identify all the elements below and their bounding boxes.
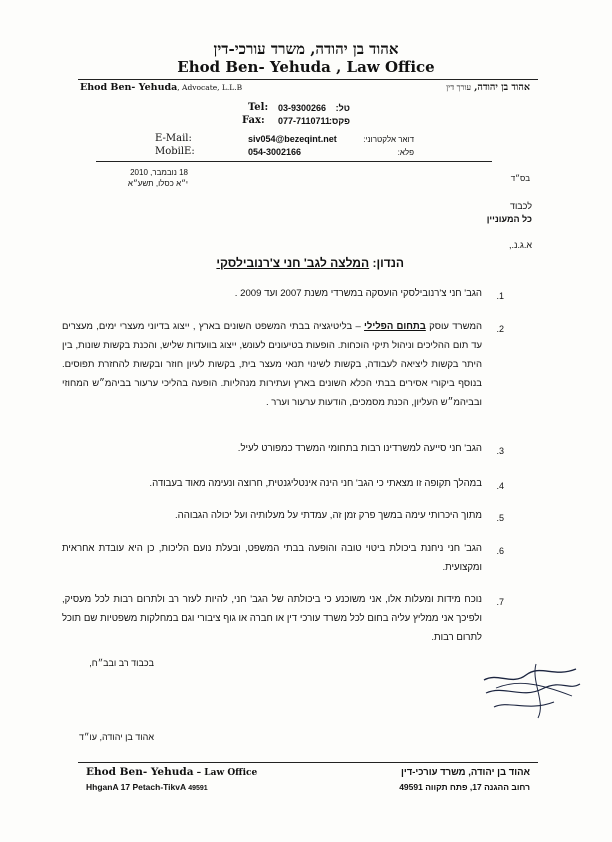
header-name-hebrew: אהוד בן יהודה, עורך דין (446, 82, 530, 93)
paragraph-5: מתוך היכרותי עימה במשך פרק זמן זה, עמדתי על מעלותיה ועל יכולה הגבוהה. (175, 510, 482, 521)
mobile-label: MobilE: (155, 146, 195, 157)
header-title-hebrew: אהוד בן יהודה, משרד עורכי-דין (213, 40, 399, 58)
footer-address-hebrew: רחוב ההגנה 17, פתח תקווה 49591 (399, 782, 530, 792)
date-hebrew: י״א כסלו, תשע״א (127, 179, 188, 188)
contact-rule (96, 161, 492, 162)
paragraph-number-7: .7 (496, 597, 504, 607)
tel-label: Tel: (248, 102, 269, 113)
header-title-english: Ehod Ben- Yehuda , Law Office (177, 58, 435, 76)
handwritten-signature-stamp (476, 660, 586, 720)
paragraph-4: במהלך תקופה זו מצאתי כי הגב' חני הינה אינטליגנטית, חרוצה ונעימה מאוד בעבודה. (149, 478, 482, 489)
paragraph-1: הגב' חני צ'רנובילסקי הועסקה במשרדי משנת 2007 ועד 2009 . (234, 288, 482, 299)
recipient-line1: לכבוד (509, 201, 532, 211)
fax-label-hebrew: פקס: (328, 116, 350, 126)
signature-closing: בכבוד רב ובב״ח, (89, 658, 154, 668)
footer-address-english: HhganA 17 Petach-TikvA 49591 (86, 782, 208, 792)
tel-label-hebrew: טל: (335, 103, 350, 113)
paragraph-2-emphasis: בתחום הפלילי (364, 321, 426, 332)
mobile-value: 054-3002166 (248, 147, 302, 157)
paragraph-7: נוכח מידות ומעלות אלו, אני משוכנע כי ביכולתה של הגב' חני, להיות לעזר רב ולתרום רבות לכל מעסיק, ולפיכך אני ממליץ עליה בחום לכל משרד עורכי דין או חברה או גוף ציבורי וגם במחלקות משפטיות שם תוכל לתרום רבות. (62, 594, 482, 643)
paragraph-number-2: .2 (496, 324, 504, 334)
paragraph-number-4: .4 (496, 481, 504, 491)
paragraph-number-5: .5 (496, 513, 504, 523)
footer-rule (78, 762, 538, 763)
email-value[interactable]: siv054@bezeqint.net (248, 134, 337, 144)
paragraph-6: הגב' חני ניחנת ביכולת ביטוי טובה והופעה בבתי המשפט, ובעלת נועם הליכות, כן היא עובדת אחראית ומקצועית. (62, 543, 482, 573)
subject-text: המלצה לגב' חני צ'רנובילסקי (216, 256, 370, 270)
email-label-hebrew: דואר אלקטרוני: (363, 135, 414, 144)
bsd-mark: בס״ד (510, 174, 530, 183)
subject-line (216, 256, 404, 270)
email-label: E-Mail: (155, 133, 192, 144)
tel-value: 03-9300266 (278, 103, 327, 113)
paragraph-number-1: .1 (496, 291, 504, 301)
footer-office-hebrew: אהוד בן יהודה, משרד עורכי-דין (400, 767, 530, 778)
header-rule (78, 79, 538, 80)
paragraph-number-6: .6 (496, 546, 504, 556)
subject-prefix: הנדון: (372, 256, 404, 270)
mobile-label-hebrew: פלא: (397, 148, 414, 157)
paragraph-3: הגב' חני סייעה למשרדינו רבות בתחומי המשרד כמפורט לעיל. (237, 443, 482, 454)
paragraph-number-3: .3 (496, 446, 504, 456)
signature-name: אהוד בן יהודה, עו״ד (78, 732, 154, 742)
fax-label: Fax: (242, 115, 265, 126)
fax-value: 077-7110711 (278, 116, 331, 126)
greeting: א.ג.נ., (509, 240, 532, 250)
recipient-line2: כל המעוניין (486, 214, 532, 224)
paragraph-2: המשרד עוסק בתחום הפלילי – בליטיגציה בבתי המשפט השונים בארץ , ייצוג בדיוני מעצרי ימים, מעצרים עד תום ההליכים וניהול תיקי הוכחות. הופעות בטיעונים לעונש, ייצוג בוועדות שליש, והכנת בקשות שונות, בין היתר בקשות ליציאה לעבודה, בקשות לשינוי תנאי מעצר בית, בקשות לעיון חוזר ובקשות להחזרת תפוסים. בנוסף ביקורי אסירים בבתי הכלא השונים בארץ ועתירות מנהליות. הופעה בהליכי ערעור בביהמ״ש המחוזי ובביהמ״ש העליון, הכנת מסמכים, הודעות ערעור וערר . (62, 321, 482, 408)
header-name-english: Ehod Ben- Yehuda, Advocate, L.L.B (80, 82, 243, 93)
footer-office-english: Ehod Ben- Yehuda – Law Office (86, 766, 258, 778)
date-gregorian: 18 נובמבר, 2010 (130, 168, 188, 177)
